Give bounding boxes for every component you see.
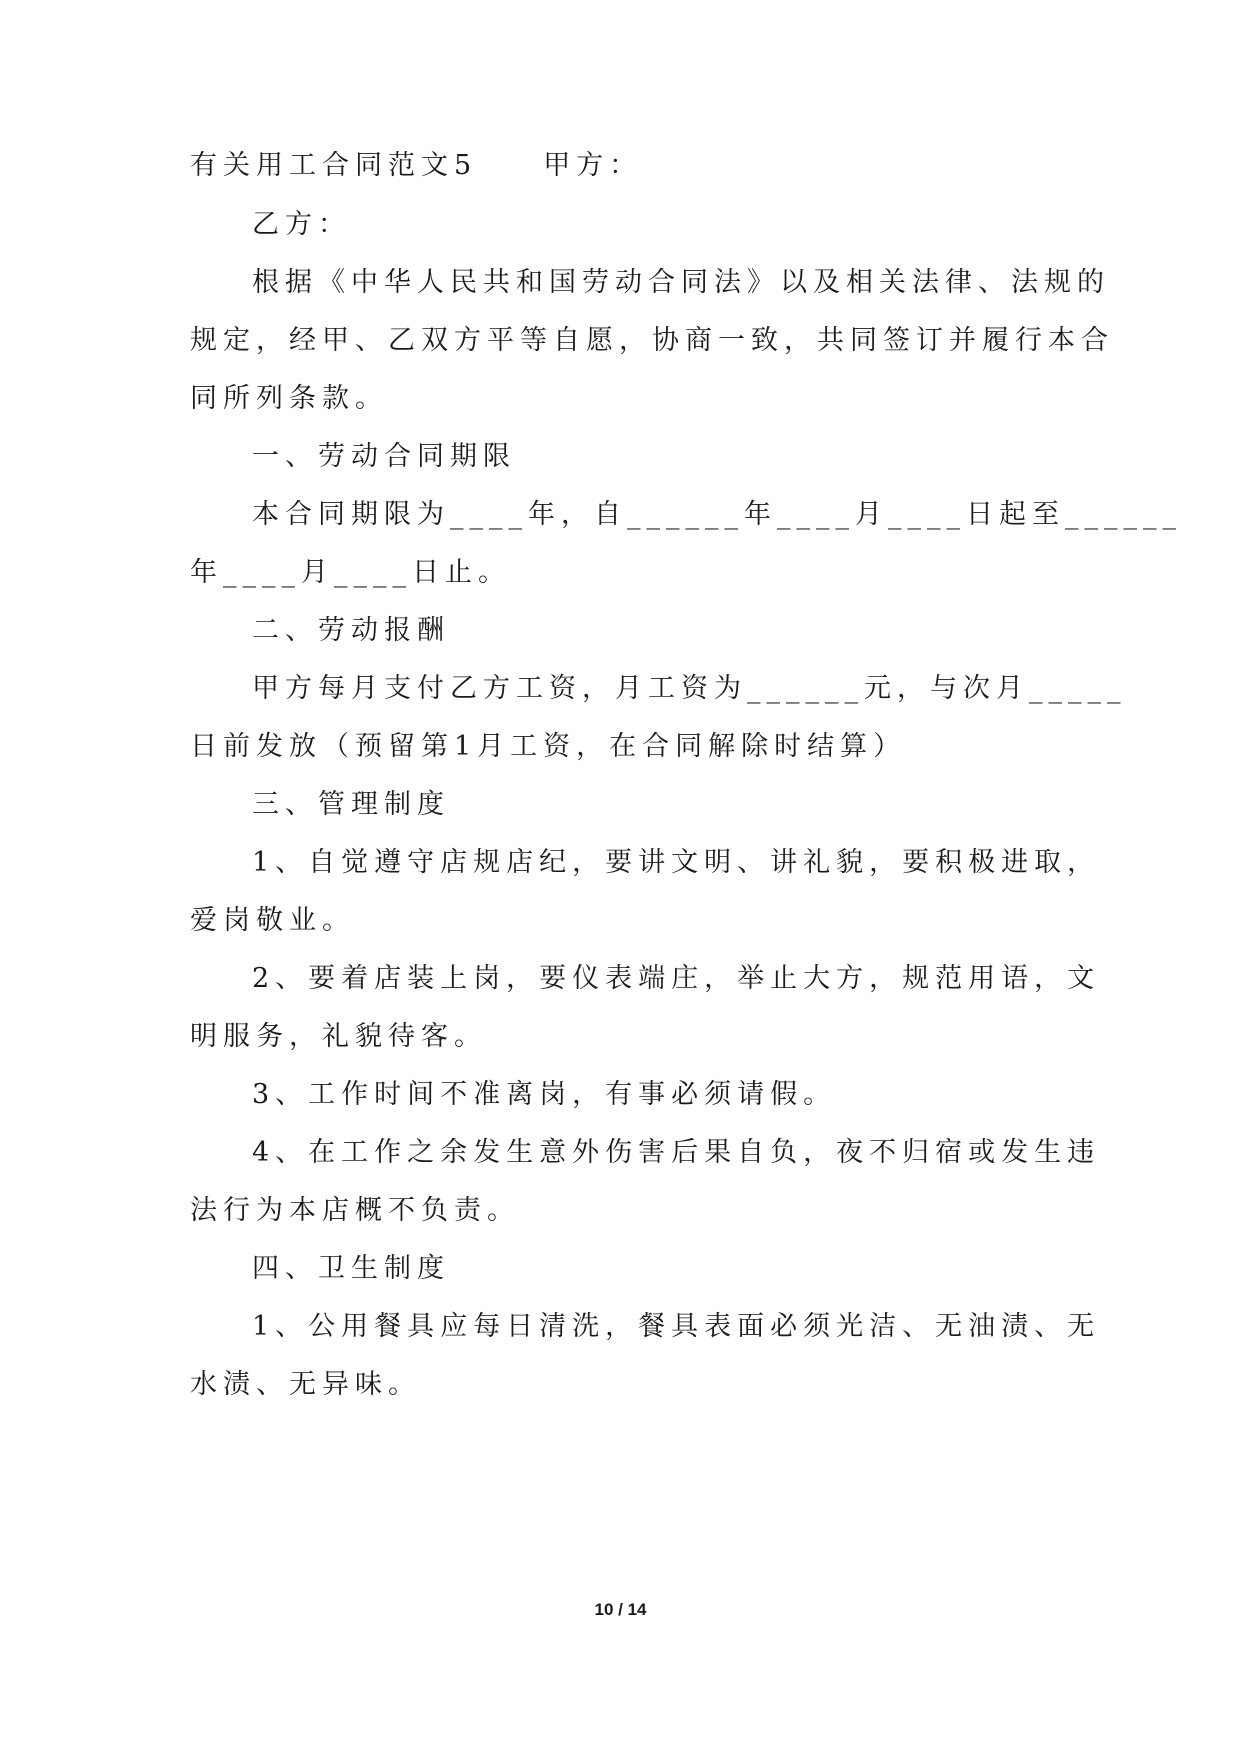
paragraph-line: 2、要着店装上岗，要仪表端庄，举止大方，规范用语，文	[252, 963, 1101, 994]
paragraph-line: 年____月____日止。	[190, 557, 511, 588]
party-b-label: 乙方：	[252, 209, 351, 240]
document-title: 有关用工合同范文5	[190, 150, 478, 181]
paragraph-line: 法行为本店概不负责。	[190, 1195, 520, 1226]
paragraph-line: 水渍、无异味。	[190, 1369, 421, 1400]
paragraph-line: 日前发放（预留第1月工资，在合同解除时结算）	[190, 731, 907, 762]
paragraph-line: 规定，经甲、乙双方平等自愿，协商一致，共同签订并履行本合	[190, 325, 1114, 356]
paragraph-line: 1、自觉遵守店规店纪，要讲文明、讲礼貌，要积极进取，	[252, 847, 1101, 878]
paragraph-line: 甲方每月支付乙方工资，月工资为______元，与次月_____	[252, 673, 1127, 704]
paragraph-line: 1、公用餐具应每日清洗，餐具表面必须光洁、无油渍、无	[252, 1311, 1101, 1342]
title-line	[190, 146, 642, 186]
paragraph-line: 爱岗敬业。	[190, 905, 355, 936]
section-heading: 二、劳动报酬	[252, 615, 450, 646]
paragraph-line: 本合同期限为____年，自______年____月____日起至______	[252, 499, 1182, 530]
section-heading: 一、劳动合同期限	[252, 441, 516, 472]
paragraph-line: 同所列条款。	[190, 383, 388, 414]
paragraph-line: 根据《中华人民共和国劳动合同法》以及相关法律、法规的	[252, 267, 1110, 298]
paragraph-line: 3、工作时间不准离岗，有事必须请假。	[252, 1079, 837, 1110]
party-a-label: 甲方：	[543, 150, 643, 181]
paragraph-line: 4、在工作之余发生意外伤害后果自负，夜不归宿或发生违	[252, 1137, 1101, 1168]
page-number: 10 / 14	[594, 1600, 647, 1619]
paragraph-line: 明服务，礼貌待客。	[190, 1021, 487, 1052]
section-heading: 四、卫生制度	[252, 1253, 450, 1284]
section-heading: 三、管理制度	[252, 789, 450, 820]
